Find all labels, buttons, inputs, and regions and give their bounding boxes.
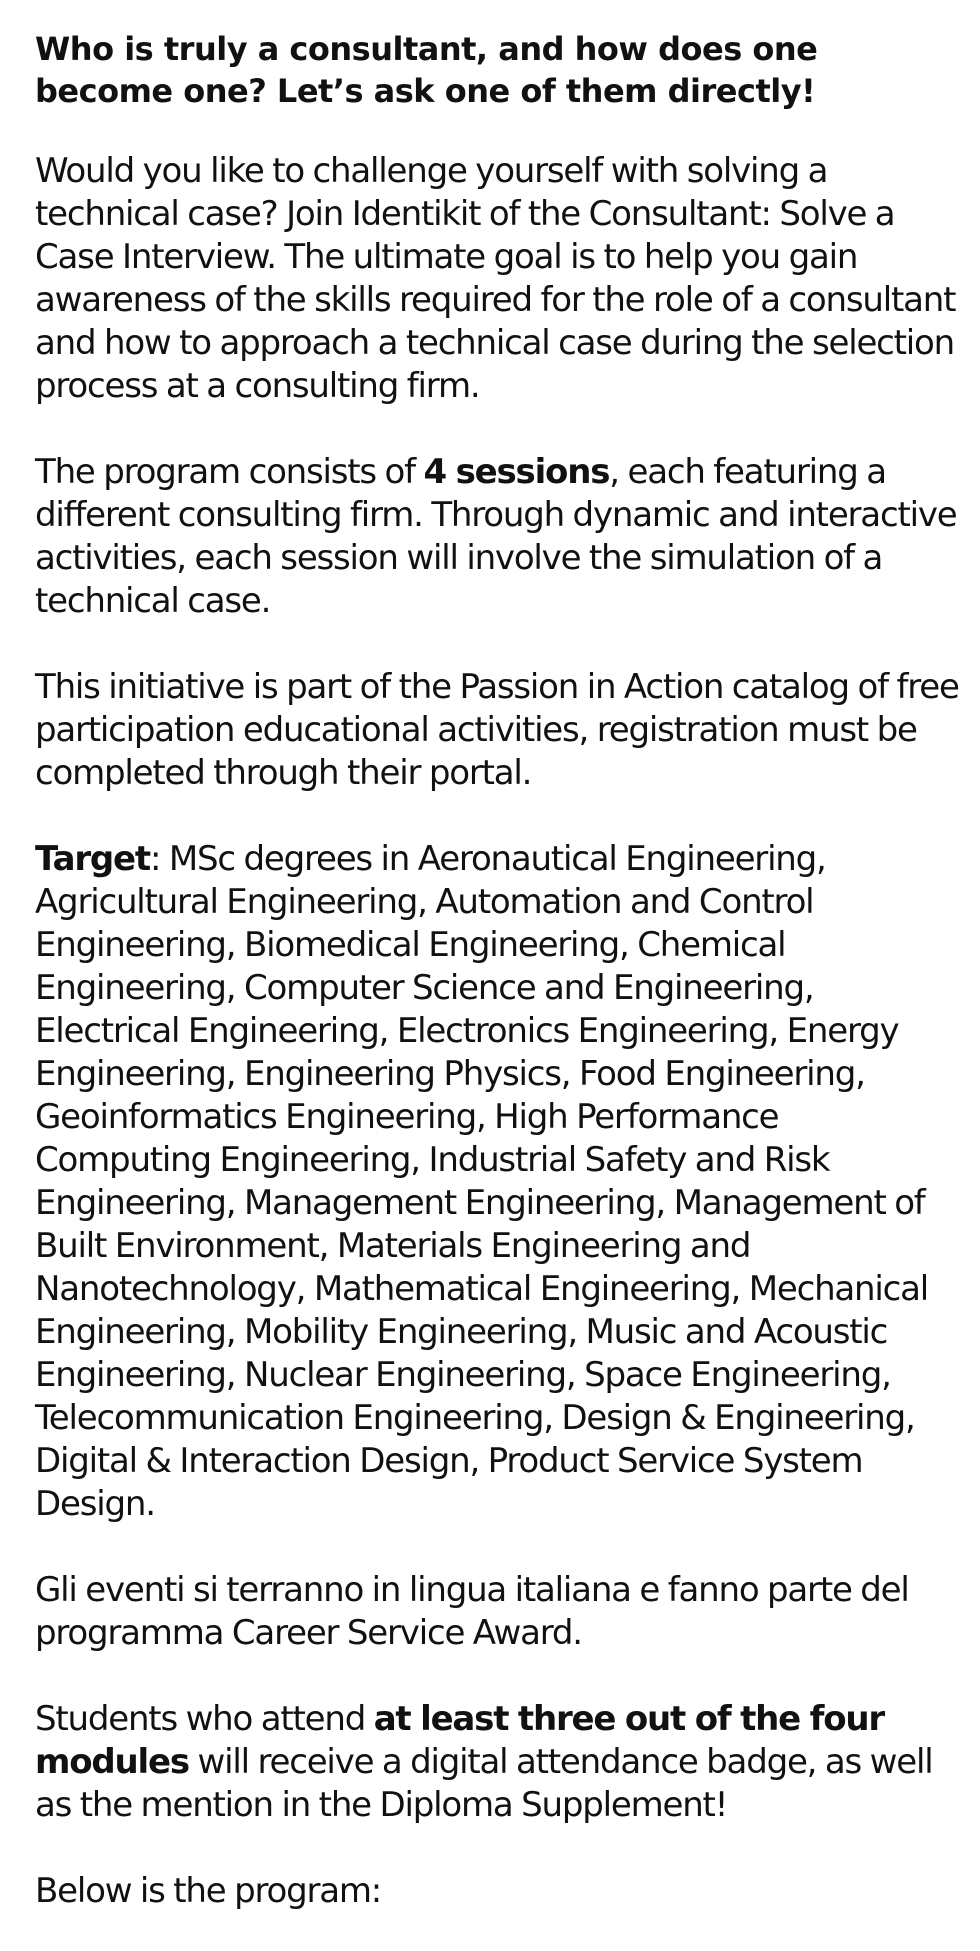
program-intro: Below is the program: xyxy=(35,1871,382,1911)
badge-requirement: at least three out of the four modules xyxy=(35,1699,885,1782)
program-paragraph xyxy=(35,451,960,623)
program-text-end: , each featuring a different consulting firm. Through dynamic and interactive activities, each session will involve the simulation of a technical case. xyxy=(35,452,957,621)
badge-paragraph xyxy=(35,1698,960,1827)
sessions-count: 4 sessions xyxy=(423,452,610,492)
target-paragraph xyxy=(35,838,960,1526)
initiative-paragraph: This initiative is part of the Passion in Action catalog of free participation educational activities, registration must be completed through their portal. xyxy=(35,667,959,793)
target-degrees: : MSc degrees in Aeronautical Engineering, Agricultural Engineering, Automation and Control Engineering, Biomedical Engineering, Chemical Engineering, Computer Science and Engineering, Electrical Engineering, Electronics Engineering, Energy Engineering, Engineering Physics, Food Engineering, Geoinformatics Engineering, High Performance Computing Engineering, Industrial Safety and Risk Engineering, Management Engineering, Management of Built Environment, Materials Engineering and Nanotechnology, Mathematical Engineering, Mechanical Engineering, Mobility Engineering, Music and Acoustic Engineering, Nuclear Engineering, Space Engineering, Telecommunication Engineering, Design & Engineering, Digital & Interaction Design, Product Service System Design. xyxy=(35,839,929,1524)
article-heading: Who is truly a consultant, and how does one become one? Let’s ask one of them directly! xyxy=(35,30,818,110)
target-label: Target xyxy=(35,839,150,879)
badge-text-start: Students who attend xyxy=(35,1699,374,1739)
intro-paragraph: Would you like to challenge yourself with solving a technical case? Join Identikit of the Consultant: Solve a Case Interview. The ultimate goal is to help you gain awareness of the skills required for the role of a consultant and how to approach a technical case during the selection process at a consulting firm. xyxy=(35,151,956,406)
article-body xyxy=(35,28,960,1913)
badge-text-end: will receive a digital attendance badge, as well as the mention in the Diploma Supplement! xyxy=(35,1742,933,1825)
program-text-start: The program consists of xyxy=(35,452,424,492)
language-paragraph: Gli eventi si terranno in lingua italiana e fanno parte del programma Career Service Award. xyxy=(35,1570,909,1653)
